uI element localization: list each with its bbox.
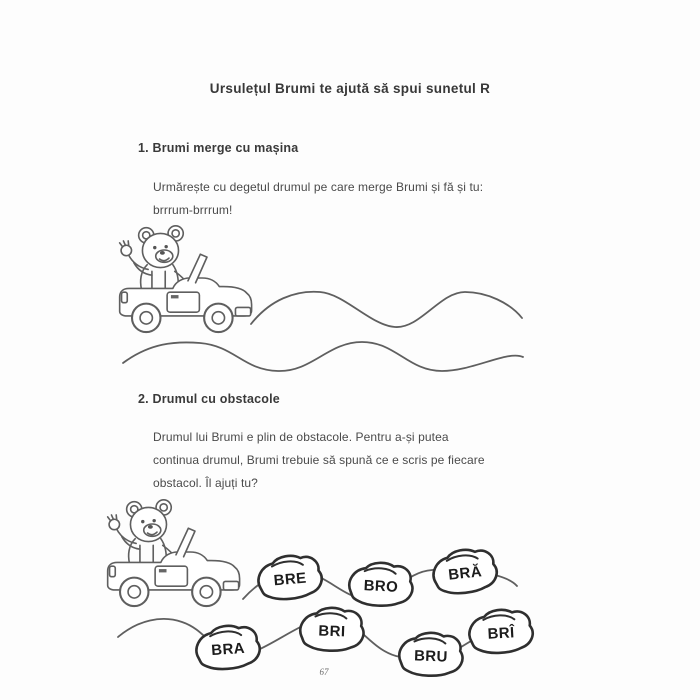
page-title: Ursulețul Brumi te ajută să spui sunetul R xyxy=(209,81,491,96)
illustration-2 xyxy=(108,500,534,677)
section2-line-1: Drumul lui Brumi e plin de obstacole. Pentru a-și putea xyxy=(153,430,449,444)
obstacle-rock xyxy=(399,632,464,677)
section2-line-3: obstacol. Îl ajuți tu? xyxy=(153,476,258,490)
section2-heading: 2. Drumul cu obstacole xyxy=(138,392,280,406)
section1-heading: 1. Brumi merge cu mașina xyxy=(138,141,299,155)
obstacle-label: BRO xyxy=(363,577,399,596)
road-wave-bottom xyxy=(123,342,523,371)
obstacle-rock xyxy=(300,607,365,652)
illustration-1 xyxy=(120,226,523,371)
road-wave-top xyxy=(251,292,522,327)
section2-line-2: continua drumul, Brumi trebuie să spună ce e scris pe fiecare xyxy=(153,453,485,467)
section1-line-1: Urmărește cu degetul drumul pe care merge Brumi și fă și tu: xyxy=(153,180,484,194)
section1-line-2: brrrum-brrrum! xyxy=(153,203,233,217)
obstacle-label: BRU xyxy=(413,647,449,666)
obstacle-label: BRI xyxy=(318,622,346,641)
bear-car-illustration-1 xyxy=(120,226,252,332)
obstacle-rock xyxy=(431,547,498,596)
obstacle-rock xyxy=(195,624,261,671)
page-number: 67 xyxy=(319,667,329,677)
obstacle-label: BRE xyxy=(273,569,308,590)
obstacle-label: BRÎ xyxy=(487,624,516,643)
obstacle-rock xyxy=(257,553,324,601)
obstacle-label: BRĂ xyxy=(447,563,483,584)
obstacle-rock xyxy=(348,561,413,607)
obstacle-rock xyxy=(468,608,533,654)
bear-car-illustration-2 xyxy=(108,500,240,606)
obstacle-label: BRA xyxy=(210,639,246,660)
